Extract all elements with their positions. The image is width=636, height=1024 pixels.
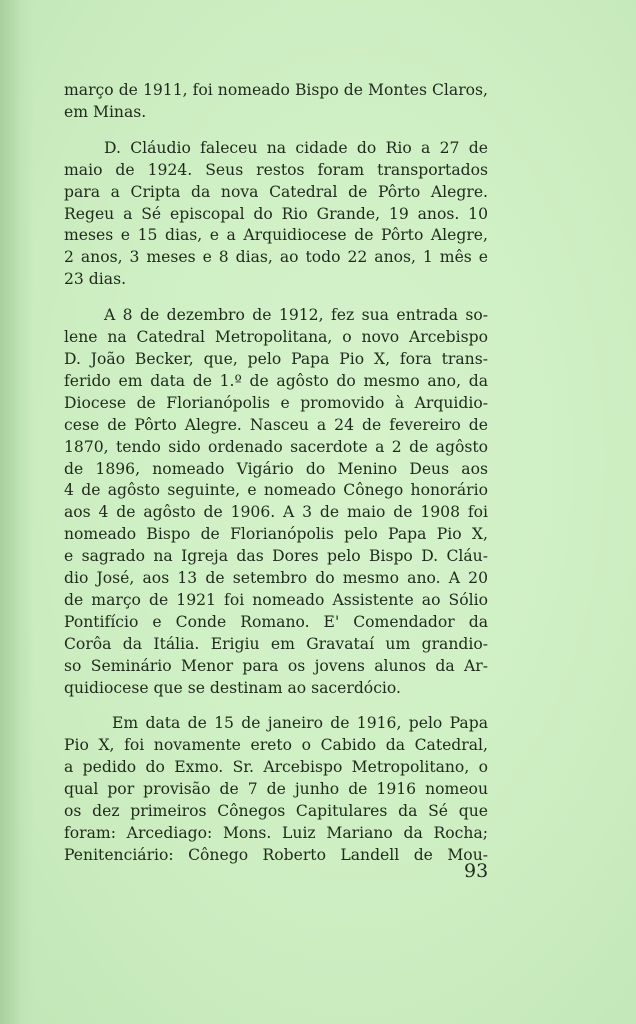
text-line: Diocese de Florianópolis e promovido à Arquidio- xyxy=(64,393,488,412)
paragraph-4 xyxy=(64,713,488,866)
text-line: foram: Arcediago: Mons. Luiz Mariano da Rocha; xyxy=(64,824,488,842)
page-number: 93 xyxy=(464,860,489,882)
text-line: Corôa da Itália. Erigiu em Gravataí um grandio- xyxy=(64,634,488,653)
text-line: Regeu a Sé episcopal do Rio Grande, 19 anos. 10 xyxy=(64,204,488,223)
text-line: Em data de 15 de janeiro de 1916, pelo Papa xyxy=(112,714,488,733)
text-line: dio José, aos 13 de setembro do mesmo ano. A 20 xyxy=(64,569,488,588)
body-text xyxy=(64,80,488,881)
text-line: a pedido do Exmo. Sr. Arcebispo Metropolitano, o xyxy=(64,758,488,777)
text-line: so Seminário Menor para os jovens alunos da Ar- xyxy=(64,656,488,675)
text-line: março de 1911, foi nomeado Bispo de Montes Claros, xyxy=(64,81,488,99)
text-line: qual por provisão de 7 de junho de 1916 nomeou xyxy=(64,780,488,799)
text-line: cese de Pôrto Alegre. Nasceu a 24 de fevereiro de xyxy=(64,415,488,434)
paragraph-1 xyxy=(64,80,488,124)
text-line: quidiocese que se destinam ao sacerdócio. xyxy=(64,678,401,697)
text-line: Pontifício e Conde Romano. E' Comendador da xyxy=(64,612,488,631)
text-line: e sagrado na Igreja das Dores pelo Bispo D. Cláu- xyxy=(64,547,488,566)
text-line: 1870, tendo sido ordenado sacerdote a 2 de agôsto xyxy=(64,437,488,456)
text-line: D. João Becker, que, pelo Papa Pio X, fora trans- xyxy=(64,349,488,368)
text-line: ferido em data de 1.º de agôsto do mesmo ano, da xyxy=(64,371,488,390)
text-line: maio de 1924. Seus restos foram transportados xyxy=(64,160,488,179)
text-line: 2 anos, 3 meses e 8 dias, ao todo 22 anos, 1 mês e xyxy=(64,248,488,267)
text-line: meses e 15 dias, e a Arquidiocese de Pôrto Alegre, xyxy=(64,226,488,245)
text-line: Penitenciário: Cônego Roberto Landell de Mou- xyxy=(64,845,488,864)
text-line: lene na Catedral Metropolitana, o novo Arcebispo xyxy=(64,328,488,347)
text-line: D. Cláudio faleceu na cidade do Rio a 27 de xyxy=(104,138,488,157)
text-line: de março de 1921 foi nomeado Assistente ao Sólio xyxy=(64,590,488,609)
text-line: os dez primeiros Cônegos Capitulares da Sé que xyxy=(64,802,488,821)
text-line: de 1896, nomeado Vigário do Menino Deus aos xyxy=(64,459,488,478)
paragraph-2 xyxy=(64,138,488,291)
text-line: em Minas. xyxy=(64,102,147,121)
text-line: 23 dias. xyxy=(64,270,127,289)
text-line: para a Cripta da nova Catedral de Pôrto Alegre. xyxy=(64,182,488,201)
text-line: 4 de agôsto seguinte, e nomeado Cônego honorário xyxy=(64,481,488,500)
paragraph-3 xyxy=(64,305,488,699)
page-gutter-shadow xyxy=(0,0,34,1024)
text-line: aos 4 de agôsto de 1906. A 3 de maio de 1908 foi xyxy=(64,503,488,522)
text-line: Pio X, foi novamente ereto o Cabido da Catedral, xyxy=(64,736,488,755)
text-line: A 8 de dezembro de 1912, fez sua entrada so- xyxy=(104,306,488,325)
text-line: nomeado Bispo de Florianópolis pelo Papa Pio X, xyxy=(64,525,488,544)
